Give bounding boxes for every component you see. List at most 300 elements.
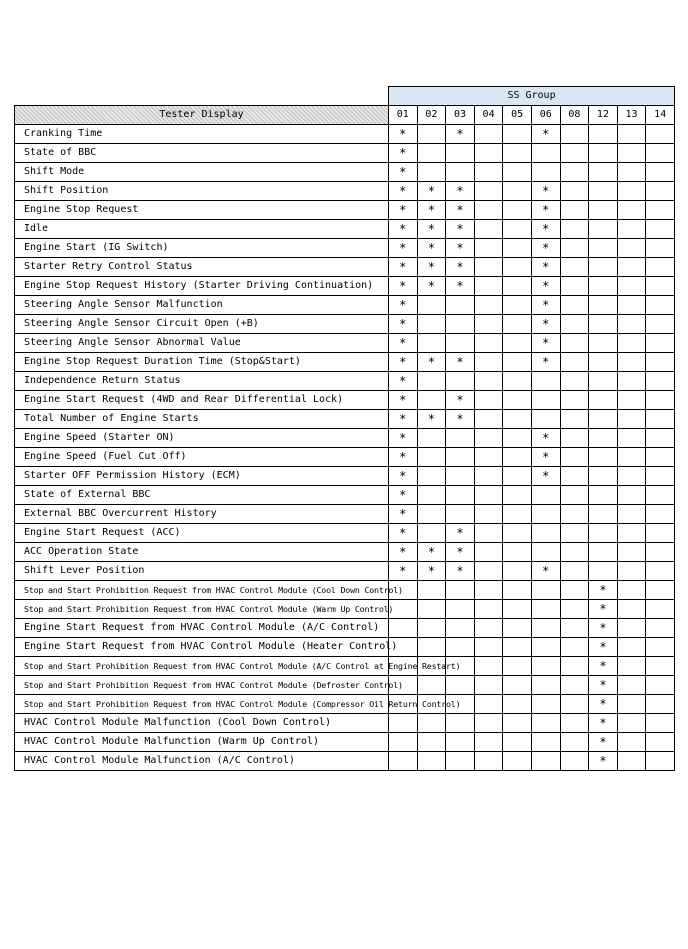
mark-cell (446, 448, 475, 467)
mark-cell (646, 714, 675, 733)
mark-cell (617, 581, 646, 600)
mark-cell: * (389, 277, 418, 296)
mark-cell (646, 562, 675, 581)
column-header: 13 (617, 106, 646, 125)
mark-cell (560, 524, 589, 543)
column-header: 02 (417, 106, 446, 125)
row-label: Idle (15, 220, 389, 239)
mark-cell (503, 220, 532, 239)
mark-cell (503, 125, 532, 144)
mark-cell (589, 486, 618, 505)
mark-cell (503, 391, 532, 410)
mark-cell (474, 258, 503, 277)
mark-cell (503, 524, 532, 543)
mark-cell (474, 201, 503, 220)
mark-cell (646, 581, 675, 600)
mark-cell: * (389, 391, 418, 410)
mark-cell (617, 296, 646, 315)
mark-cell: * (589, 714, 618, 733)
mark-cell (617, 410, 646, 429)
mark-cell (560, 201, 589, 220)
blank-corner-cell (15, 87, 389, 106)
row-label: Stop and Start Prohibition Request from HVAC Control Module (Warm Up Control) (15, 600, 389, 619)
mark-cell (560, 239, 589, 258)
mark-cell: * (446, 353, 475, 372)
mark-cell: * (417, 277, 446, 296)
mark-cell (474, 277, 503, 296)
mark-cell (646, 524, 675, 543)
mark-cell (589, 448, 618, 467)
mark-cell (474, 657, 503, 676)
mark-cell (617, 638, 646, 657)
mark-cell (417, 638, 446, 657)
mark-cell: * (589, 581, 618, 600)
mark-cell: * (531, 334, 560, 353)
mark-cell (474, 543, 503, 562)
table-row (15, 391, 675, 410)
mark-cell (617, 163, 646, 182)
mark-cell (503, 733, 532, 752)
table-row (15, 657, 675, 676)
mark-cell (417, 600, 446, 619)
mark-cell (646, 733, 675, 752)
mark-cell (474, 467, 503, 486)
column-header: 03 (446, 106, 475, 125)
mark-cell (617, 695, 646, 714)
row-label: HVAC Control Module Malfunction (A/C Control) (15, 752, 389, 771)
mark-cell (503, 600, 532, 619)
mark-cell (617, 467, 646, 486)
mark-cell (617, 733, 646, 752)
mark-cell (617, 277, 646, 296)
mark-cell (446, 600, 475, 619)
mark-cell: * (389, 562, 418, 581)
mark-cell: * (531, 315, 560, 334)
table-row (15, 201, 675, 220)
mark-cell (503, 543, 532, 562)
mark-cell (417, 524, 446, 543)
mark-cell (446, 315, 475, 334)
mark-cell (589, 505, 618, 524)
mark-cell (589, 334, 618, 353)
mark-cell (474, 448, 503, 467)
table-row (15, 334, 675, 353)
row-label: Independence Return Status (15, 372, 389, 391)
table-row (15, 752, 675, 771)
mark-cell (531, 695, 560, 714)
column-header: 01 (389, 106, 418, 125)
mark-cell (589, 296, 618, 315)
mark-cell (646, 467, 675, 486)
mark-cell: * (531, 429, 560, 448)
mark-cell (531, 733, 560, 752)
mark-cell (646, 258, 675, 277)
mark-cell (560, 277, 589, 296)
mark-cell: * (531, 239, 560, 258)
mark-cell (560, 676, 589, 695)
mark-cell (560, 486, 589, 505)
mark-cell: * (417, 353, 446, 372)
mark-cell (646, 372, 675, 391)
mark-cell (589, 372, 618, 391)
mark-cell: * (417, 182, 446, 201)
mark-cell: * (417, 201, 446, 220)
mark-cell (589, 429, 618, 448)
mark-cell (474, 334, 503, 353)
mark-cell (617, 391, 646, 410)
mark-cell (503, 410, 532, 429)
mark-cell: * (446, 277, 475, 296)
mark-cell: * (389, 125, 418, 144)
mark-cell: * (446, 220, 475, 239)
mark-cell (646, 429, 675, 448)
mark-cell (446, 714, 475, 733)
table-row (15, 733, 675, 752)
mark-cell (617, 201, 646, 220)
mark-cell (474, 315, 503, 334)
mark-cell (503, 448, 532, 467)
mark-cell (646, 543, 675, 562)
mark-cell: * (446, 201, 475, 220)
table-row (15, 315, 675, 334)
row-label: Stop and Start Prohibition Request from HVAC Control Module (Defroster Control) (15, 676, 389, 695)
mark-cell: * (389, 258, 418, 277)
mark-cell (560, 581, 589, 600)
mark-cell (589, 182, 618, 201)
mark-cell: * (531, 182, 560, 201)
mark-cell (389, 752, 418, 771)
mark-cell: * (589, 600, 618, 619)
mark-cell (446, 334, 475, 353)
mark-cell (389, 733, 418, 752)
mark-cell (560, 714, 589, 733)
mark-cell (531, 657, 560, 676)
mark-cell (646, 182, 675, 201)
table-row (15, 448, 675, 467)
mark-cell (474, 296, 503, 315)
mark-cell (560, 334, 589, 353)
mark-cell (560, 144, 589, 163)
mark-cell (503, 429, 532, 448)
mark-cell: * (389, 486, 418, 505)
mark-cell: * (389, 505, 418, 524)
mark-cell (646, 448, 675, 467)
mark-cell (617, 752, 646, 771)
mark-cell: * (389, 372, 418, 391)
row-label: State of BBC (15, 144, 389, 163)
mark-cell (446, 638, 475, 657)
mark-cell: * (589, 619, 618, 638)
mark-cell: * (446, 391, 475, 410)
mark-cell: * (446, 258, 475, 277)
row-label: Starter Retry Control Status (15, 258, 389, 277)
mark-cell (503, 182, 532, 201)
mark-cell (617, 429, 646, 448)
table-row (15, 543, 675, 562)
mark-cell (646, 163, 675, 182)
mark-cell (617, 562, 646, 581)
table-row (15, 353, 675, 372)
mark-cell (531, 486, 560, 505)
column-header: 04 (474, 106, 503, 125)
mark-cell (646, 277, 675, 296)
mark-cell (474, 752, 503, 771)
mark-cell (446, 619, 475, 638)
mark-cell: * (389, 429, 418, 448)
table-row (15, 144, 675, 163)
mark-cell (474, 429, 503, 448)
mark-cell (531, 638, 560, 657)
mark-cell (560, 410, 589, 429)
mark-cell: * (531, 562, 560, 581)
mark-cell (417, 372, 446, 391)
mark-cell (474, 733, 503, 752)
mark-cell: * (446, 524, 475, 543)
mark-cell (474, 676, 503, 695)
mark-cell: * (531, 125, 560, 144)
mark-cell (474, 638, 503, 657)
row-label: ACC Operation State (15, 543, 389, 562)
mark-cell (446, 505, 475, 524)
mark-cell (617, 144, 646, 163)
mark-cell: * (531, 220, 560, 239)
column-header: 06 (531, 106, 560, 125)
table-row (15, 220, 675, 239)
mark-cell (560, 296, 589, 315)
mark-cell (531, 505, 560, 524)
mark-cell (646, 638, 675, 657)
mark-cell (474, 695, 503, 714)
mark-cell (589, 562, 618, 581)
mark-cell (617, 657, 646, 676)
ss-group-table (14, 86, 675, 771)
table-row (15, 676, 675, 695)
mark-cell (589, 315, 618, 334)
column-header: 14 (646, 106, 675, 125)
row-label: Stop and Start Prohibition Request from HVAC Control Module (A/C Control at Engine Restart) (15, 657, 389, 676)
column-header: 12 (589, 106, 618, 125)
mark-cell: * (389, 353, 418, 372)
mark-cell (503, 486, 532, 505)
mark-cell (617, 676, 646, 695)
table-row (15, 163, 675, 182)
mark-cell (531, 524, 560, 543)
row-label: Total Number of Engine Starts (15, 410, 389, 429)
mark-cell (474, 600, 503, 619)
mark-cell (474, 562, 503, 581)
mark-cell (646, 201, 675, 220)
mark-cell (503, 619, 532, 638)
mark-cell (646, 296, 675, 315)
mark-cell: * (389, 163, 418, 182)
mark-cell (417, 714, 446, 733)
mark-cell (617, 524, 646, 543)
mark-cell (503, 467, 532, 486)
mark-cell (531, 391, 560, 410)
mark-cell (474, 239, 503, 258)
row-label: Shift Mode (15, 163, 389, 182)
mark-cell (646, 334, 675, 353)
mark-cell (503, 372, 532, 391)
mark-cell (646, 657, 675, 676)
mark-cell (617, 714, 646, 733)
row-label: Steering Angle Sensor Malfunction (15, 296, 389, 315)
table-row (15, 524, 675, 543)
mark-cell (646, 315, 675, 334)
mark-cell (503, 638, 532, 657)
mark-cell (560, 448, 589, 467)
mark-cell (531, 619, 560, 638)
table-row (15, 638, 675, 657)
mark-cell: * (531, 201, 560, 220)
mark-cell (446, 733, 475, 752)
mark-cell (617, 448, 646, 467)
mark-cell (646, 144, 675, 163)
row-label: Cranking Time (15, 125, 389, 144)
mark-cell (474, 391, 503, 410)
mark-cell: * (389, 467, 418, 486)
mark-cell: * (389, 220, 418, 239)
mark-cell (560, 733, 589, 752)
mark-cell (617, 543, 646, 562)
mark-cell: * (589, 638, 618, 657)
mark-cell (617, 486, 646, 505)
mark-cell (417, 391, 446, 410)
table-row (15, 182, 675, 201)
table-row (15, 429, 675, 448)
mark-cell (560, 467, 589, 486)
row-label: Shift Lever Position (15, 562, 389, 581)
mark-cell (503, 296, 532, 315)
mark-cell (503, 752, 532, 771)
mark-cell (646, 391, 675, 410)
row-label: Engine Start Request from HVAC Control Module (A/C Control) (15, 619, 389, 638)
mark-cell (560, 391, 589, 410)
mark-cell (617, 182, 646, 201)
mark-cell (560, 695, 589, 714)
mark-cell (474, 486, 503, 505)
mark-cell (503, 657, 532, 676)
mark-cell: * (589, 733, 618, 752)
mark-cell (589, 467, 618, 486)
mark-cell (446, 752, 475, 771)
mark-cell (560, 752, 589, 771)
mark-cell (474, 125, 503, 144)
mark-cell (617, 220, 646, 239)
row-label: Engine Start Request (4WD and Rear Differential Lock) (15, 391, 389, 410)
mark-cell (446, 296, 475, 315)
mark-cell (560, 220, 589, 239)
mark-cell: * (446, 543, 475, 562)
mark-cell (531, 543, 560, 562)
mark-cell (503, 695, 532, 714)
mark-cell (646, 619, 675, 638)
table-row (15, 410, 675, 429)
mark-cell (589, 125, 618, 144)
row-label: Engine Start Request from HVAC Control Module (Heater Control) (15, 638, 389, 657)
mark-cell (503, 163, 532, 182)
mark-cell (474, 220, 503, 239)
mark-cell (646, 353, 675, 372)
mark-cell: * (389, 334, 418, 353)
mark-cell (617, 239, 646, 258)
table-row (15, 619, 675, 638)
mark-cell (446, 676, 475, 695)
mark-cell (503, 714, 532, 733)
mark-cell: * (531, 258, 560, 277)
mark-cell: * (417, 410, 446, 429)
mark-cell (503, 315, 532, 334)
table-row (15, 562, 675, 581)
mark-cell: * (417, 543, 446, 562)
mark-cell (474, 144, 503, 163)
mark-cell (589, 220, 618, 239)
mark-cell: * (589, 676, 618, 695)
mark-cell (446, 163, 475, 182)
mark-cell (617, 125, 646, 144)
mark-cell: * (446, 410, 475, 429)
mark-cell (589, 163, 618, 182)
mark-cell (560, 600, 589, 619)
mark-cell (531, 600, 560, 619)
mark-cell (389, 619, 418, 638)
mark-cell (503, 239, 532, 258)
row-label: Engine Stop Request Duration Time (Stop&Start) (15, 353, 389, 372)
mark-cell (617, 619, 646, 638)
mark-cell (503, 144, 532, 163)
table-row (15, 600, 675, 619)
tester-display-header: Tester Display (15, 106, 389, 125)
table-row (15, 296, 675, 315)
column-header-row (15, 106, 675, 125)
mark-cell (417, 125, 446, 144)
row-label: HVAC Control Module Malfunction (Warm Up Control) (15, 733, 389, 752)
mark-cell (646, 600, 675, 619)
mark-cell (560, 182, 589, 201)
row-label: Stop and Start Prohibition Request from HVAC Control Module (Cool Down Control) (15, 581, 389, 600)
table-row (15, 505, 675, 524)
mark-cell (531, 714, 560, 733)
mark-cell (446, 467, 475, 486)
table-row (15, 125, 675, 144)
table-row (15, 486, 675, 505)
mark-cell (417, 315, 446, 334)
mark-cell (503, 277, 532, 296)
mark-cell (417, 676, 446, 695)
mark-cell (560, 562, 589, 581)
group-header-row (15, 87, 675, 106)
column-header: 08 (560, 106, 589, 125)
row-label: Steering Angle Sensor Abnormal Value (15, 334, 389, 353)
mark-cell (646, 752, 675, 771)
row-label: State of External BBC (15, 486, 389, 505)
mark-cell: * (417, 258, 446, 277)
mark-cell (417, 163, 446, 182)
mark-cell: * (531, 448, 560, 467)
mark-cell (646, 676, 675, 695)
mark-cell (474, 353, 503, 372)
mark-cell (617, 505, 646, 524)
table-row (15, 372, 675, 391)
mark-cell (531, 676, 560, 695)
mark-cell: * (446, 562, 475, 581)
mark-cell (417, 581, 446, 600)
mark-cell (531, 581, 560, 600)
mark-cell (417, 296, 446, 315)
mark-cell (646, 505, 675, 524)
mark-cell (560, 353, 589, 372)
mark-cell (646, 695, 675, 714)
